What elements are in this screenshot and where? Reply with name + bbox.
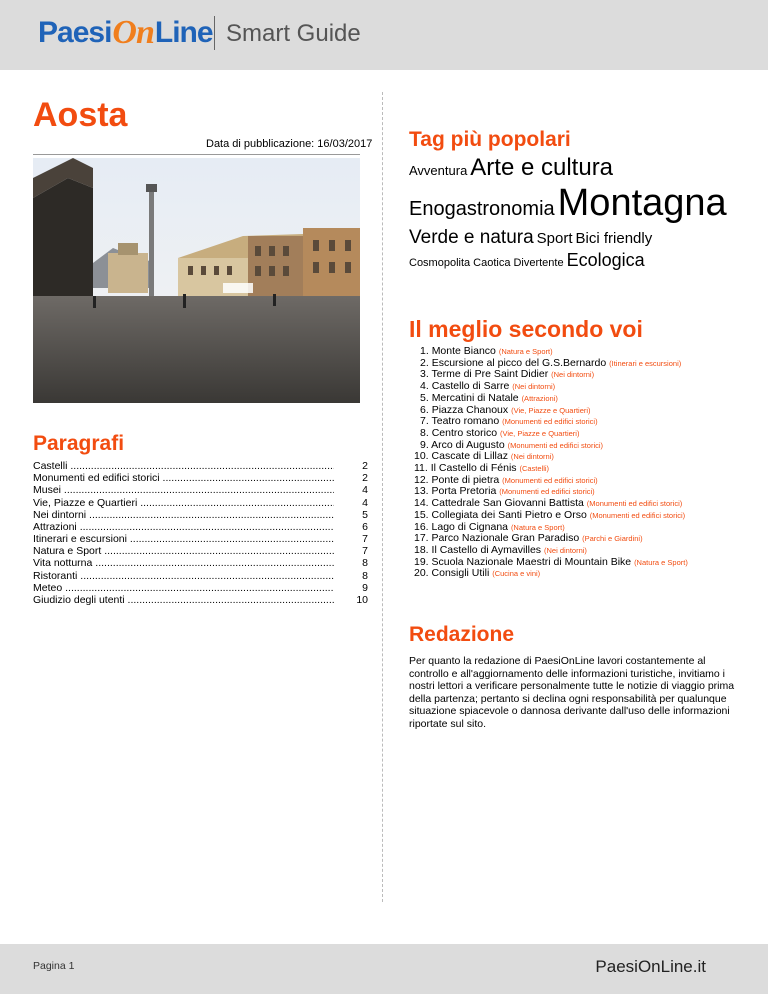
best-item-name: Porta Pretoria [431,485,497,498]
toc-row[interactable] [33,545,368,557]
toc-row[interactable] [33,570,368,582]
redazione-text: Per quanto la redazione di PaesiOnLine lavori costantemente al controllo e all'aggiornamento delle informazioni turistiche, invitiamo i nostri lettori a verificare personalmente tutte le notizie di viaggio prima della partenza; pertanto si declina ogni responsabilità per qualunque situazione spiacevole o dannosa derivante dall'uso delle informazioni riportate sul sito. [409,655,735,730]
best-item-name: Teatro romano [431,415,500,428]
header-subtitle: Smart Guide [226,20,361,47]
toc-row[interactable] [33,460,368,472]
best-item-category: (Castelli) [519,464,550,474]
best-item-name: Terme di Pre Saint Didier [431,368,549,381]
best-item-category: (Monumenti ed edifici storici) [499,487,595,497]
best-item-rank: 20. [414,567,429,580]
best-item-rank: 18. [414,543,429,556]
tag-link[interactable]: Caotica [473,257,511,269]
toc-page: 2 [362,459,368,472]
tag-link[interactable]: Enogastronomia [409,198,555,220]
best-item-rank: 7. [420,415,429,428]
date-rule [33,154,360,155]
best-item-name: Il Castello di Aymavilles [431,543,542,556]
best-item-rank: 6. [420,403,429,416]
best-item-name: Ponte di pietra [431,473,500,486]
city-title: Aosta [33,96,128,134]
best-item-name: Il Castello di Fénis [430,462,517,475]
popular-tags-heading: Tag più popolari [409,128,571,151]
tag-cloud [409,156,749,274]
toc-label: Musei ..... [33,484,334,496]
toc-page: 7 [362,533,368,546]
logo-text-paesi: Paesi [38,16,112,49]
best-item-name: Consigli Utili [431,567,490,580]
tag-line [409,184,749,222]
best-item-rank: 17. [414,532,429,545]
toc-page: 6 [362,520,368,533]
best-item-category: (Monumenti ed edifici storici) [502,417,598,427]
best-item-rank: 19. [414,555,429,568]
tag-link[interactable]: Verde e natura [409,227,534,248]
best-item-category: (Monumenti ed edifici storici) [586,499,683,509]
paesionline-logo[interactable] [38,12,213,54]
best-item-rank: 3. [420,368,429,381]
tag-line [409,251,749,270]
best-item-rank: 11. [414,462,428,475]
column-divider [382,92,383,902]
best-item-name: Parco Nazionale Gran Paradiso [431,532,580,545]
best-item-rank: 14. [414,497,429,510]
best-item-name: Escursione al picco del G.S.Bernardo [431,356,607,369]
logo-text-line: Line [154,16,213,49]
best-item-category: (Natura e Sport) [634,557,688,567]
best-item-category: (Natura e Sport) [498,347,553,356]
toc-label: Natura e Sport ..... [33,545,334,557]
toc-row[interactable] [33,521,368,533]
best-item-name: Cascate di Lillaz [431,450,508,463]
tag-link[interactable]: Bici friendly [575,230,653,247]
tag-link[interactable]: Avventura [409,163,468,178]
best-item-rank: 2. [420,356,429,369]
best-item-name: Centro storico [431,426,498,439]
best-item-rank: 16. [414,520,429,533]
city-photo [33,158,360,403]
best-item-category: (Vie, Piazze e Quartieri) [499,428,580,438]
toc-row[interactable] [33,582,368,594]
table-of-contents [33,460,368,606]
best-item-rank: 13. [414,485,429,498]
tag-line [409,228,749,247]
paragrafi-heading: Paragrafi [33,432,125,455]
toc-label: Itinerari e escursioni ..... [33,533,334,545]
toc-row[interactable] [33,497,368,509]
best-item-category: (Nei dintorni) [512,382,556,392]
best-item-rank: 15. [414,508,429,521]
toc-label: Giudizio degli utenti ..... [33,594,334,606]
toc-row[interactable] [33,472,368,484]
toc-row[interactable] [33,484,368,496]
best-item-category: (Vie, Piazze e Quartieri) [511,405,591,415]
logo-text-on: On [112,14,154,51]
best-item-rank: 5. [420,391,429,404]
best-item-category: (Monumenti ed edifici storici) [502,475,598,485]
best-item[interactable] [414,568,688,580]
best-item-name: Lago di Cignana [431,520,509,533]
best-item-category: (Attrazioni) [521,393,558,403]
toc-page: 4 [362,496,368,509]
best-item-name: Mercatini di Natale [431,391,519,404]
header-separator [214,16,215,50]
best-item-category: (Parchi e Giardini) [582,534,643,544]
best-item-rank: 12. [414,473,429,486]
toc-label: Attrazioni ..... [33,521,334,533]
tag-link[interactable]: Montagna [557,182,727,224]
toc-label: Monumenti ed edifici storici ..... [33,472,334,484]
best-item-name: Piazza Chanoux [431,403,509,416]
toc-label: Vie, Piazze e Quartieri ..... [33,497,334,509]
toc-row[interactable] [33,594,368,606]
tag-link[interactable]: Ecologica [566,250,645,270]
toc-label: Meteo ..... [33,582,334,594]
best-item-name: Castello di Sarre [431,380,510,393]
best-item-name: Arco di Augusto [431,438,505,451]
publication-date: Data di pubblicazione: 16/03/2017 [206,138,373,150]
toc-row[interactable] [33,558,368,570]
tag-link[interactable]: Divertente [513,257,564,269]
best-of-list [414,346,688,580]
toc-label: Nei dintorni ..... [33,509,334,521]
best-item-rank: 4. [420,380,429,393]
best-item-category: (Nei dintorni) [543,545,587,555]
best-item-rank: 1. [420,345,429,357]
best-item-rank: 8. [420,426,429,439]
tag-line [409,156,749,180]
toc-page: 8 [362,569,368,582]
toc-label: Ristoranti ..... [33,570,334,582]
toc-page: 8 [362,557,368,570]
tag-link[interactable]: Arte e cultura [470,154,614,181]
tag-link[interactable]: Sport [536,230,573,247]
best-item-rank: 9. [420,438,429,451]
tag-link[interactable]: Cosmopolita [409,257,471,269]
toc-row[interactable] [33,533,368,545]
piazza-photo-illustration [33,158,360,403]
best-item-category: (Nei dintorni) [551,370,595,380]
page-number: Pagina 1 [33,960,75,972]
best-item-category: (Monumenti ed edifici storici) [589,510,686,520]
best-item-name: Cattedrale San Giovanni Battista [431,497,584,510]
best-of-heading: Il meglio secondo voi [409,316,643,342]
toc-page: 9 [362,581,368,594]
best-item-category: (Monumenti ed edifici storici) [507,440,604,450]
best-item-category: (Nei dintorni) [510,452,554,462]
best-item-name: Scuola Nazionale Maestri di Mountain Bike [431,555,632,568]
toc-page: 10 [356,594,368,607]
best-item-category: (Natura e Sport) [510,522,565,532]
best-item-category: (Cucina e vini) [492,569,541,579]
toc-label: Castelli ..... [33,460,334,472]
toc-page: 2 [362,472,368,485]
toc-page: 7 [362,545,368,558]
site-link[interactable]: PaesiOnLine.it [595,957,706,976]
redazione-heading: Redazione [409,623,515,646]
best-item-category: (Itinerari e escursioni) [609,358,682,368]
toc-row[interactable] [33,509,368,521]
best-item-name: Monte Bianco [431,345,496,357]
toc-page: 5 [362,508,368,521]
toc-page: 4 [362,484,368,497]
toc-label: Vita notturna ..... [33,557,334,569]
best-item-rank: 10. [414,450,429,463]
best-item-name: Collegiata dei Santi Pietro e Orso [431,508,587,521]
